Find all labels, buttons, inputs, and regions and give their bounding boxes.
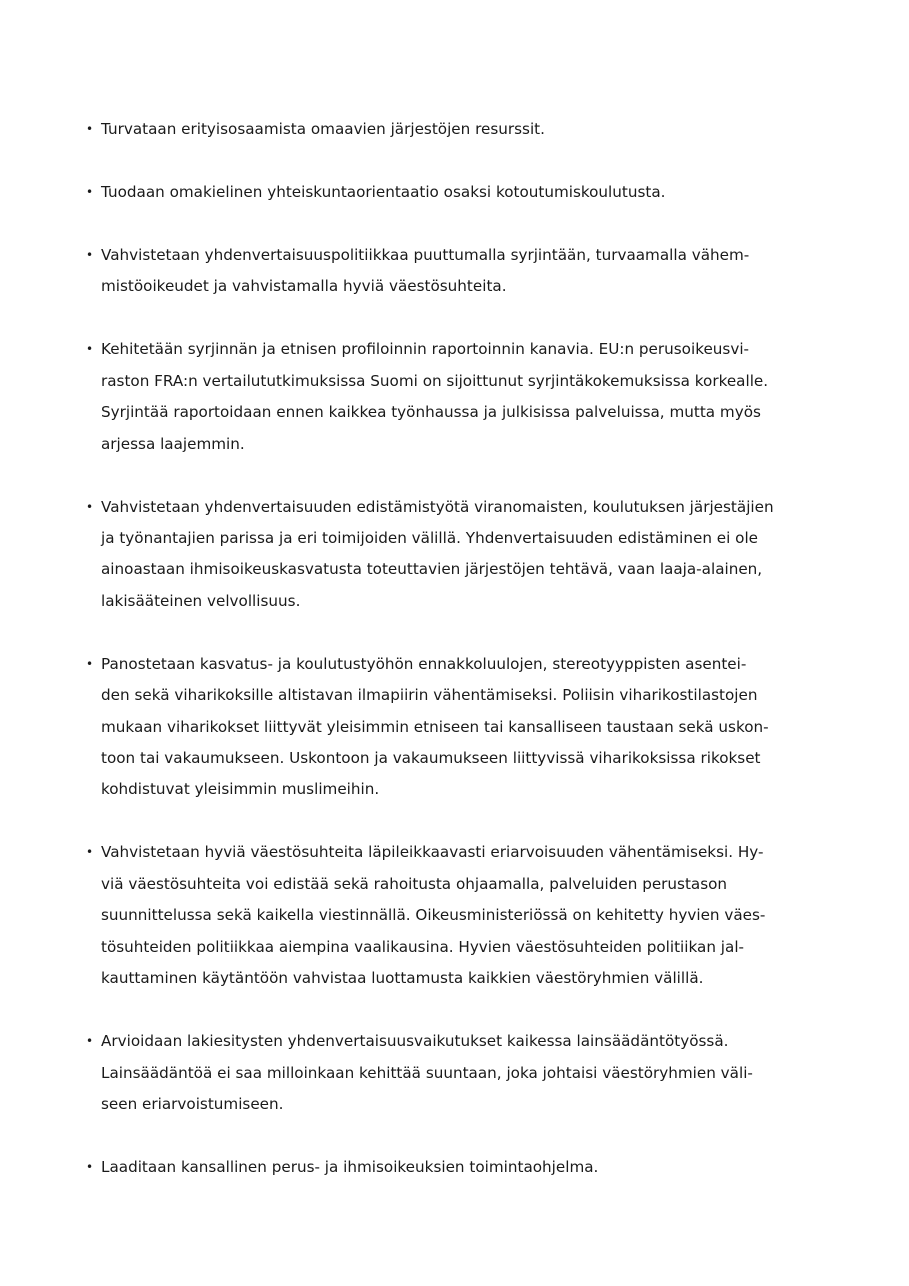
text-line: Laaditaan kansallinen perus- ja ihmisoikeuksien toimintaohjelma. [101, 1157, 599, 1176]
text-line: tösuhteiden politiikkaa aiempina vaalikausina. Hyvien väestösuhteiden politiikan jal- [101, 937, 745, 956]
list-item [86, 837, 826, 994]
bullet-icon: • [86, 185, 94, 199]
text-line: Lainsäädäntöä ei saa milloinkaan kehittää suuntaan, joka johtaisi väestöryhmien väli- [101, 1063, 753, 1082]
text-line: Tuodaan omakielinen yhteiskuntaorientaatio osaksi kotoutumiskoulutusta. [101, 183, 666, 201]
bullet-icon: • [86, 1159, 94, 1174]
text-line: ja työnantajien parissa ja eri toimijoiden välillä. Yhdenvertaisuuden edistäminen ei ole [101, 529, 759, 548]
text-line: Vahvistetaan yhdenvertaisuuden edistämistyötä viranomaisten, koulutuksen järjestäjien [101, 497, 774, 516]
bullet-icon: • [86, 122, 94, 136]
list-item-text [101, 114, 826, 145]
text-line: ainoastaan ihmisoikeuskasvatusta toteuttavien järjestöjen tehtävä, vaan laaja-alainen, [101, 560, 763, 579]
list-item-text [101, 1026, 826, 1120]
list-item [86, 492, 826, 618]
bullet-icon: • [86, 656, 94, 671]
text-line: raston FRA:n vertailututkimuksissa Suomi on sijoittunut syrjintäkokemuksissa korkealle. [101, 371, 769, 390]
text-line: Vahvistetaan yhdenvertaisuuspolitiikkaa puuttumalla syrjintään, turvaamalla vähem- [101, 246, 750, 264]
text-line: mukaan viharikokset liittyvät yleisimmin etniseen tai kansalliseen taustaan sekä uskon- [101, 717, 769, 736]
bullet-icon: • [86, 499, 94, 514]
list-item [86, 1152, 826, 1183]
text-line: lakisääteinen velvollisuus. [101, 591, 301, 610]
list-item-text [101, 240, 826, 303]
bullet-icon: • [86, 845, 94, 860]
text-line: viä väestösuhteita voi edistää sekä rahoitusta ohjaamalla, palveluiden perustason [101, 874, 728, 893]
list-item [86, 334, 826, 460]
bullet-icon: • [86, 248, 94, 262]
text-line: den sekä viharikoksille altistavan ilmapiirin vähentämiseksi. Poliisin viharikostilastojen [101, 686, 758, 705]
text-line: toon tai vakaumukseen. Uskontoon ja vakaumukseen liittyvissä viharikoksissa rikokset [101, 749, 761, 768]
text-line: suunnittelussa sekä kaikella viestinnällä. Oikeusministeriössä on kehitetty hyvien väes- [101, 906, 766, 925]
list-item-text [101, 177, 826, 208]
text-line: Kehitetään syrjinnän ja etnisen profiloinnin raportoinnin kanavia. EU:n perusoikeusvi- [101, 340, 750, 359]
bullet-list [86, 114, 826, 1183]
text-line: Syrjintää raportoidaan ennen kaikkea työnhaussa ja julkisissa palveluissa, mutta myös [101, 403, 761, 422]
list-item-text [101, 1152, 826, 1183]
text-line: Turvataan erityisosaamista omaavien järjestöjen resurssit. [101, 120, 545, 138]
list-item [86, 114, 826, 145]
text-line: seen eriarvoistumiseen. [101, 1094, 284, 1113]
list-item [86, 177, 826, 208]
text-line: arjessa laajemmin. [101, 434, 245, 453]
text-line: kauttaminen käytäntöön vahvistaa luottamusta kaikkien väestöryhmien välillä. [101, 969, 704, 988]
list-item [86, 240, 826, 303]
list-item-text [101, 334, 826, 460]
text-line: Arvioidaan lakiesitysten yhdenvertaisuusvaikutukset kaikessa lainsäädäntötyössä. [101, 1032, 729, 1051]
list-item-text [101, 649, 826, 806]
list-item-text [101, 837, 826, 994]
text-line: kohdistuvat yleisimmin muslimeihin. [101, 780, 380, 799]
list-item [86, 649, 826, 806]
bullet-icon: • [86, 1034, 94, 1049]
text-line: Panostetaan kasvatus- ja koulutustyöhön ennakkoluulojen, stereotyyppisten asentei- [101, 654, 747, 673]
list-item [86, 1026, 826, 1120]
bullet-icon: • [86, 342, 94, 357]
list-item-text [101, 492, 826, 618]
text-line: Vahvistetaan hyviä väestösuhteita läpileikkaavasti eriarvoisuuden vähentämiseksi. Hy- [101, 843, 764, 862]
text-line: mistöoikeudet ja vahvistamalla hyviä väestösuhteita. [101, 277, 507, 296]
